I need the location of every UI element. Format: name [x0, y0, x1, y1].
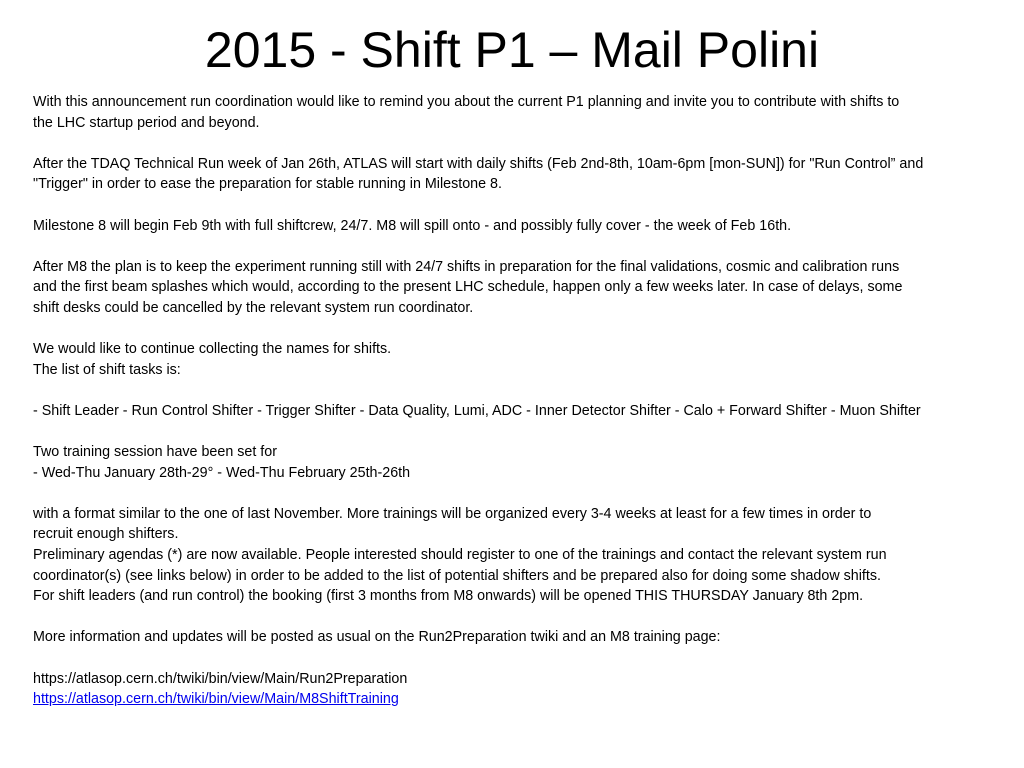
after-m8-line-2: and the first beam splashes which would, according to the present LHC schedule, happen only a few weeks later. In case of delays, some	[33, 279, 903, 296]
training-line-1: Two training session have been set for	[33, 444, 277, 461]
spacer	[33, 195, 1008, 216]
spacer	[33, 607, 1008, 628]
after-m8-line-3: shift desks could be cancelled by the relevant system run coordinator.	[33, 299, 474, 316]
spacer	[33, 648, 1008, 669]
format-line-4: coordinator(s) (see links below) in order to be added to the list of potential shifters and be prepared also for doing some shadow shifts.	[33, 567, 881, 584]
milestone-line-1: Milestone 8 will begin Feb 9th with full shiftcrew, 24/7. M8 will spill onto - and possibly fully cover - the week of Feb 16th.	[33, 217, 792, 234]
format-line-5: For shift leaders (and run control) the booking (first 3 months from M8 onwards) will be opened THIS THURSDAY January 8th 2pm.	[33, 588, 864, 605]
after-m8-line-1: After M8 the plan is to keep the experiment running still with 24/7 shifts in preparation for the final validations, cosmic and calibration runs	[33, 258, 900, 275]
spacer	[33, 422, 1008, 443]
slide-title: 2015 - Shift P1 – Mail Polini	[204, 22, 820, 78]
run2-preparation-url: https://atlasop.cern.ch/twiki/bin/view/Main/Run2Preparation	[33, 670, 408, 687]
spacer	[33, 380, 1008, 401]
spacer	[33, 319, 1008, 340]
shift-tasks-line: - Shift Leader - Run Control Shifter - Trigger Shifter - Data Quality, Lumi, ADC - Inner Detector Shifter - Calo + Forward Shifter - Muon Shifter	[33, 402, 921, 419]
training-line-2: - Wed-Thu January 28th-29° - Wed-Thu February 25th-26th	[33, 464, 411, 481]
m8-shift-training-link[interactable]: https://atlasop.cern.ch/twiki/bin/view/Main/M8ShiftTraining	[33, 691, 399, 708]
collect-line-1: We would like to continue collecting the names for shifts.	[33, 341, 392, 358]
format-line-2: recruit enough shifters.	[33, 526, 179, 543]
announcement-body	[33, 92, 1008, 710]
spacer	[33, 236, 1008, 257]
spacer	[33, 133, 1008, 154]
more-info-line: More information and updates will be posted as usual on the Run2Preparation twiki and an M8 training page:	[33, 629, 721, 646]
tdaq-line-2: "Trigger" in order to ease the preparation for stable running in Milestone 8.	[33, 176, 502, 193]
spacer	[33, 483, 1008, 504]
format-line-3: Preliminary agendas (*) are now available. People interested should register to one of the trainings and contact the relevant system run	[33, 547, 887, 564]
format-line-1: with a format similar to the one of last November. More trainings will be organized every 3-4 weeks at least for a few times in order to	[33, 505, 872, 522]
collect-line-2: The list of shift tasks is:	[33, 361, 181, 378]
intro-line-1: With this announcement run coordination would like to remind you about the current P1 planning and invite you to contribute with shifts to	[33, 94, 900, 110]
intro-line-2: the LHC startup period and beyond.	[33, 114, 260, 131]
tdaq-line-1: After the TDAQ Technical Run week of Jan 26th, ATLAS will start with daily shifts (Feb 2nd-8th, 10am-6pm [mon-SUN]) for "Run Control” and	[33, 155, 924, 172]
